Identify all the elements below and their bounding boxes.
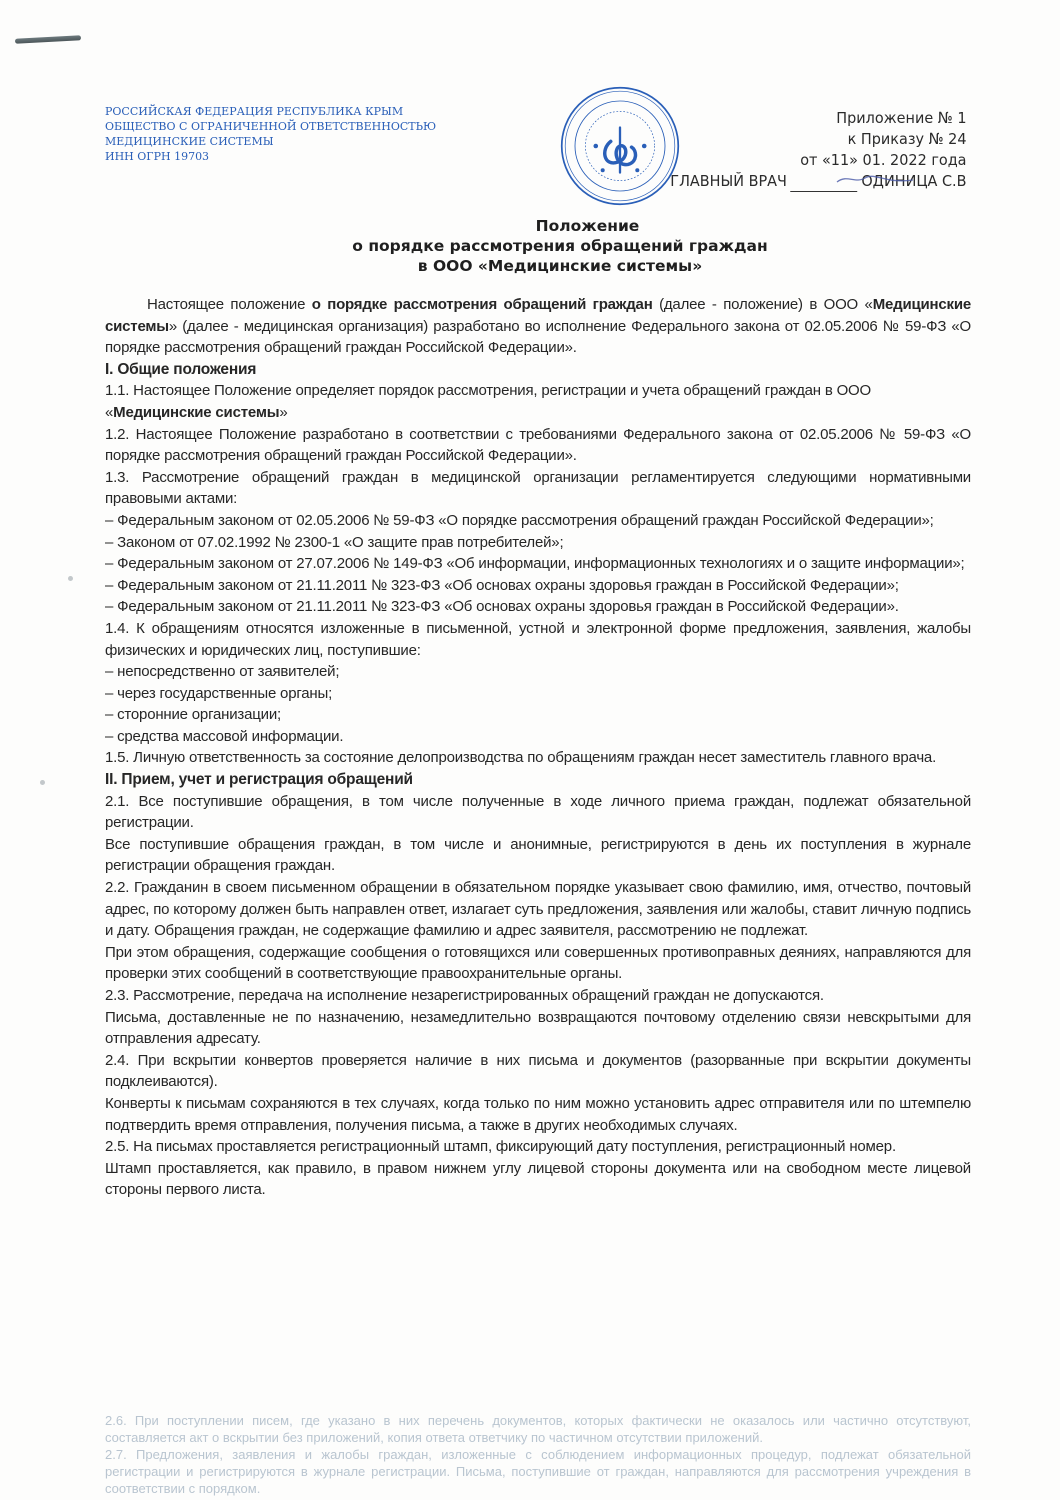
- intro-text: (далее - положение) в ООО «: [652, 296, 873, 313]
- order-label: к Приказу № 24: [848, 130, 967, 148]
- section-heading-2: II. Прием, учет и регистрация обращений: [105, 771, 413, 789]
- stamp-outer-text: РОССИЙСКАЯ ФЕДЕРАЦИЯ РЕСПУБЛИКА КРЫМ: [105, 105, 404, 118]
- clause-1-2: 1.2. Настоящее Положение разработано в соответствии с требованиями Федерального закона от 02.05.2006 № 59-ФЗ «О порядке рассмотрения обращений граждан Российской Федерации».: [105, 425, 971, 465]
- title-line-3: в ООО «Медицинские системы»: [417, 257, 703, 275]
- stamp-stars-icon: [593, 144, 646, 173]
- act-list-item: – Законом от 07.02.1992 № 2300-1 «О защите прав потребителей»;: [105, 533, 564, 551]
- intro-paragraph: [105, 294, 971, 359]
- intro-text: » (далее - медицинская организация) разработано во исполнение Федерального закона от 02.05.2006 № 59-ФЗ «О порядке рассмотрения обращений граждан Российской Федерации».: [105, 317, 971, 357]
- clause-2-2: 2.2. Гражданин в своем письменном обращении в обязательном порядке указывает свою фамилию, имя, отчество, почтовый адрес, по которому должен быть направлен ответ, излагает суть предложения, заявления или жалобы, ставит личную подпись и дату. Обращения граждан, не содержащие фамилию и адрес заявителя, рассмотрению не подлежат.: [105, 879, 971, 940]
- title-line-1: Положение: [535, 217, 640, 235]
- clause-2-5: 2.5. На письмах проставляется регистрационный штамп, фиксирующий дату поступления, регистрационный номер.: [105, 1138, 896, 1156]
- clause-1-4: 1.4. К обращениям относятся изложенные в письменной, устной и электронной форме предложения, заявления, жалобы физических и юридических лиц, поступившие:: [105, 619, 971, 659]
- organization-name: Медицинские системы: [105, 296, 971, 335]
- clause-text: 1.1. Настоящее Положение определяет порядок рассмотрения, регистрации и учета обращений граждан в ООО «: [105, 382, 871, 421]
- bleed-through-text: [105, 1412, 971, 1497]
- clause-2-1: 2.1. Все поступившие обращения, в том числе полученные в ходе личного приема граждан, подлежат обязательной регистрации.: [105, 792, 971, 832]
- stamp-inscriptions: [105, 104, 545, 164]
- title-line-2: о порядке рассмотрения обращений граждан: [352, 237, 768, 255]
- clause-2-3: 2.3. Рассмотрение, передача на исполнение незарегистрированных обращений граждан не допускаются.: [105, 987, 824, 1004]
- appendix-label: Приложение № 1: [836, 109, 967, 127]
- act-list-item: – Федеральным законом от 21.11.2011 № 323-ФЗ «Об основах охраны здоровья граждан в Российской Федерации»;: [105, 576, 899, 594]
- act-list-item: – Федеральным законом от 27.07.2006 № 149-ФЗ «Об информации, информационных технологиях и о защите информации»;: [105, 555, 965, 573]
- source-list-item: – сторонние организации;: [105, 706, 281, 724]
- act-list-item: – Федеральным законом от 21.11.2011 № 323-ФЗ «Об основах охраны здоровья граждан в Российской Федерации».: [105, 598, 899, 616]
- clause-2-4: 2.4. При вскрытии конвертов проверяется наличие в них письма и документов (разорванные при вскрытии документы подклеиваются).: [105, 1051, 971, 1091]
- clause-1-5: 1.5. Личную ответственность за состояние делопроизводства по обращениям граждан несет заместитель главного врача.: [105, 749, 937, 767]
- scan-artifact-mark: [15, 35, 81, 43]
- clause-1-1: [105, 380, 971, 423]
- official-stamp-icon: [560, 86, 680, 206]
- stamp-emblem-icon: [605, 128, 636, 173]
- clause-paragraph: Конверты к письмам сохраняются в тех случаях, когда только по ним можно установить адрес отправителя или по штемпелю подтвердить время отправления, получения письма, а также в других необходимых случаях.: [105, 1094, 971, 1134]
- clause-paragraph: Письма, доставленные не по назначению, незамедлительно возвращаются почтовому отделению связи невскрытыми для отправления адресату.: [105, 1008, 971, 1048]
- scan-speck: [40, 780, 45, 785]
- stamp-ids-text: ИНН ОГРН 19703: [105, 150, 210, 163]
- source-list-item: – через государственные органы;: [105, 684, 333, 702]
- intro-bold-text: о порядке рассмотрения обращений граждан: [311, 296, 653, 313]
- scan-speck: [68, 576, 73, 581]
- bleed-through-paragraph: 2.6. При поступлении писем, где указано в них перечень документов, которых фактически не оказалось или частично отсутствуют, составляется акт о вскрытии без приложений, копия ответа ответчику по частичном отсутствии приложений.: [105, 1413, 971, 1445]
- stamp-center-text: МЕДИЦИНСКИЕ СИСТЕМЫ: [105, 135, 274, 148]
- act-list-item: – Федеральным законом от 02.05.2006 № 59-ФЗ «О порядке рассмотрения обращений граждан Российской Федерации»;: [105, 511, 934, 529]
- source-list-item: – средства массовой информации.: [105, 727, 344, 745]
- clause-1-3: 1.3. Рассмотрение обращений граждан в медицинской организации регламентируется следующими нормативными правовыми актами:: [105, 468, 971, 508]
- document-title: [0, 216, 1060, 276]
- stamp-inner-text: ОБЩЕСТВО С ОГРАНИЧЕННОЙ ОТВЕТСТВЕННОСТЬЮ: [105, 120, 437, 133]
- document-body: [105, 294, 971, 1201]
- clause-text: »: [279, 403, 288, 421]
- section-heading-1: I. Общие положения: [105, 360, 257, 378]
- clause-paragraph: При этом обращения, содержащие сообщения о готовящихся или совершенных противоправных деяниях, направляются для проверки этих сообщений в соответствующие правоохранительные органы.: [105, 943, 971, 983]
- organization-name: Медицинские системы: [113, 403, 280, 421]
- signature-line: [791, 177, 858, 192]
- signer-name: ОДИНИЦА С.В: [861, 172, 967, 190]
- bleed-through-paragraph: 2.7. Предложения, заявления и жалобы граждан, изложенные с соблюдением информационных процедур, подлежат обязательной регистрации и регистрируются в журнале регистрации. Письма, поступившие от граждан, направляются для рассмотрения учреждения в соответствии с порядком.: [105, 1447, 971, 1496]
- order-date: от «11» 01. 2022 года: [800, 151, 967, 169]
- clause-paragraph: Штамп проставляется, как правило, в правом нижнем углу лицевой стороны документа или на свободном месте лицевой стороны первого листа.: [105, 1159, 971, 1199]
- approval-header: [671, 108, 967, 192]
- clause-paragraph: Все поступившие обращения граждан, в том числе и анонимные, регистрируются в день их поступления в журнале регистрации обращения граждан.: [105, 835, 971, 875]
- intro-text: Настоящее положение: [147, 296, 312, 313]
- source-list-item: – непосредственно от заявителей;: [105, 663, 340, 681]
- signer-line: [671, 171, 967, 192]
- signer-role: ГЛАВНЫЙ ВРАЧ: [670, 172, 788, 190]
